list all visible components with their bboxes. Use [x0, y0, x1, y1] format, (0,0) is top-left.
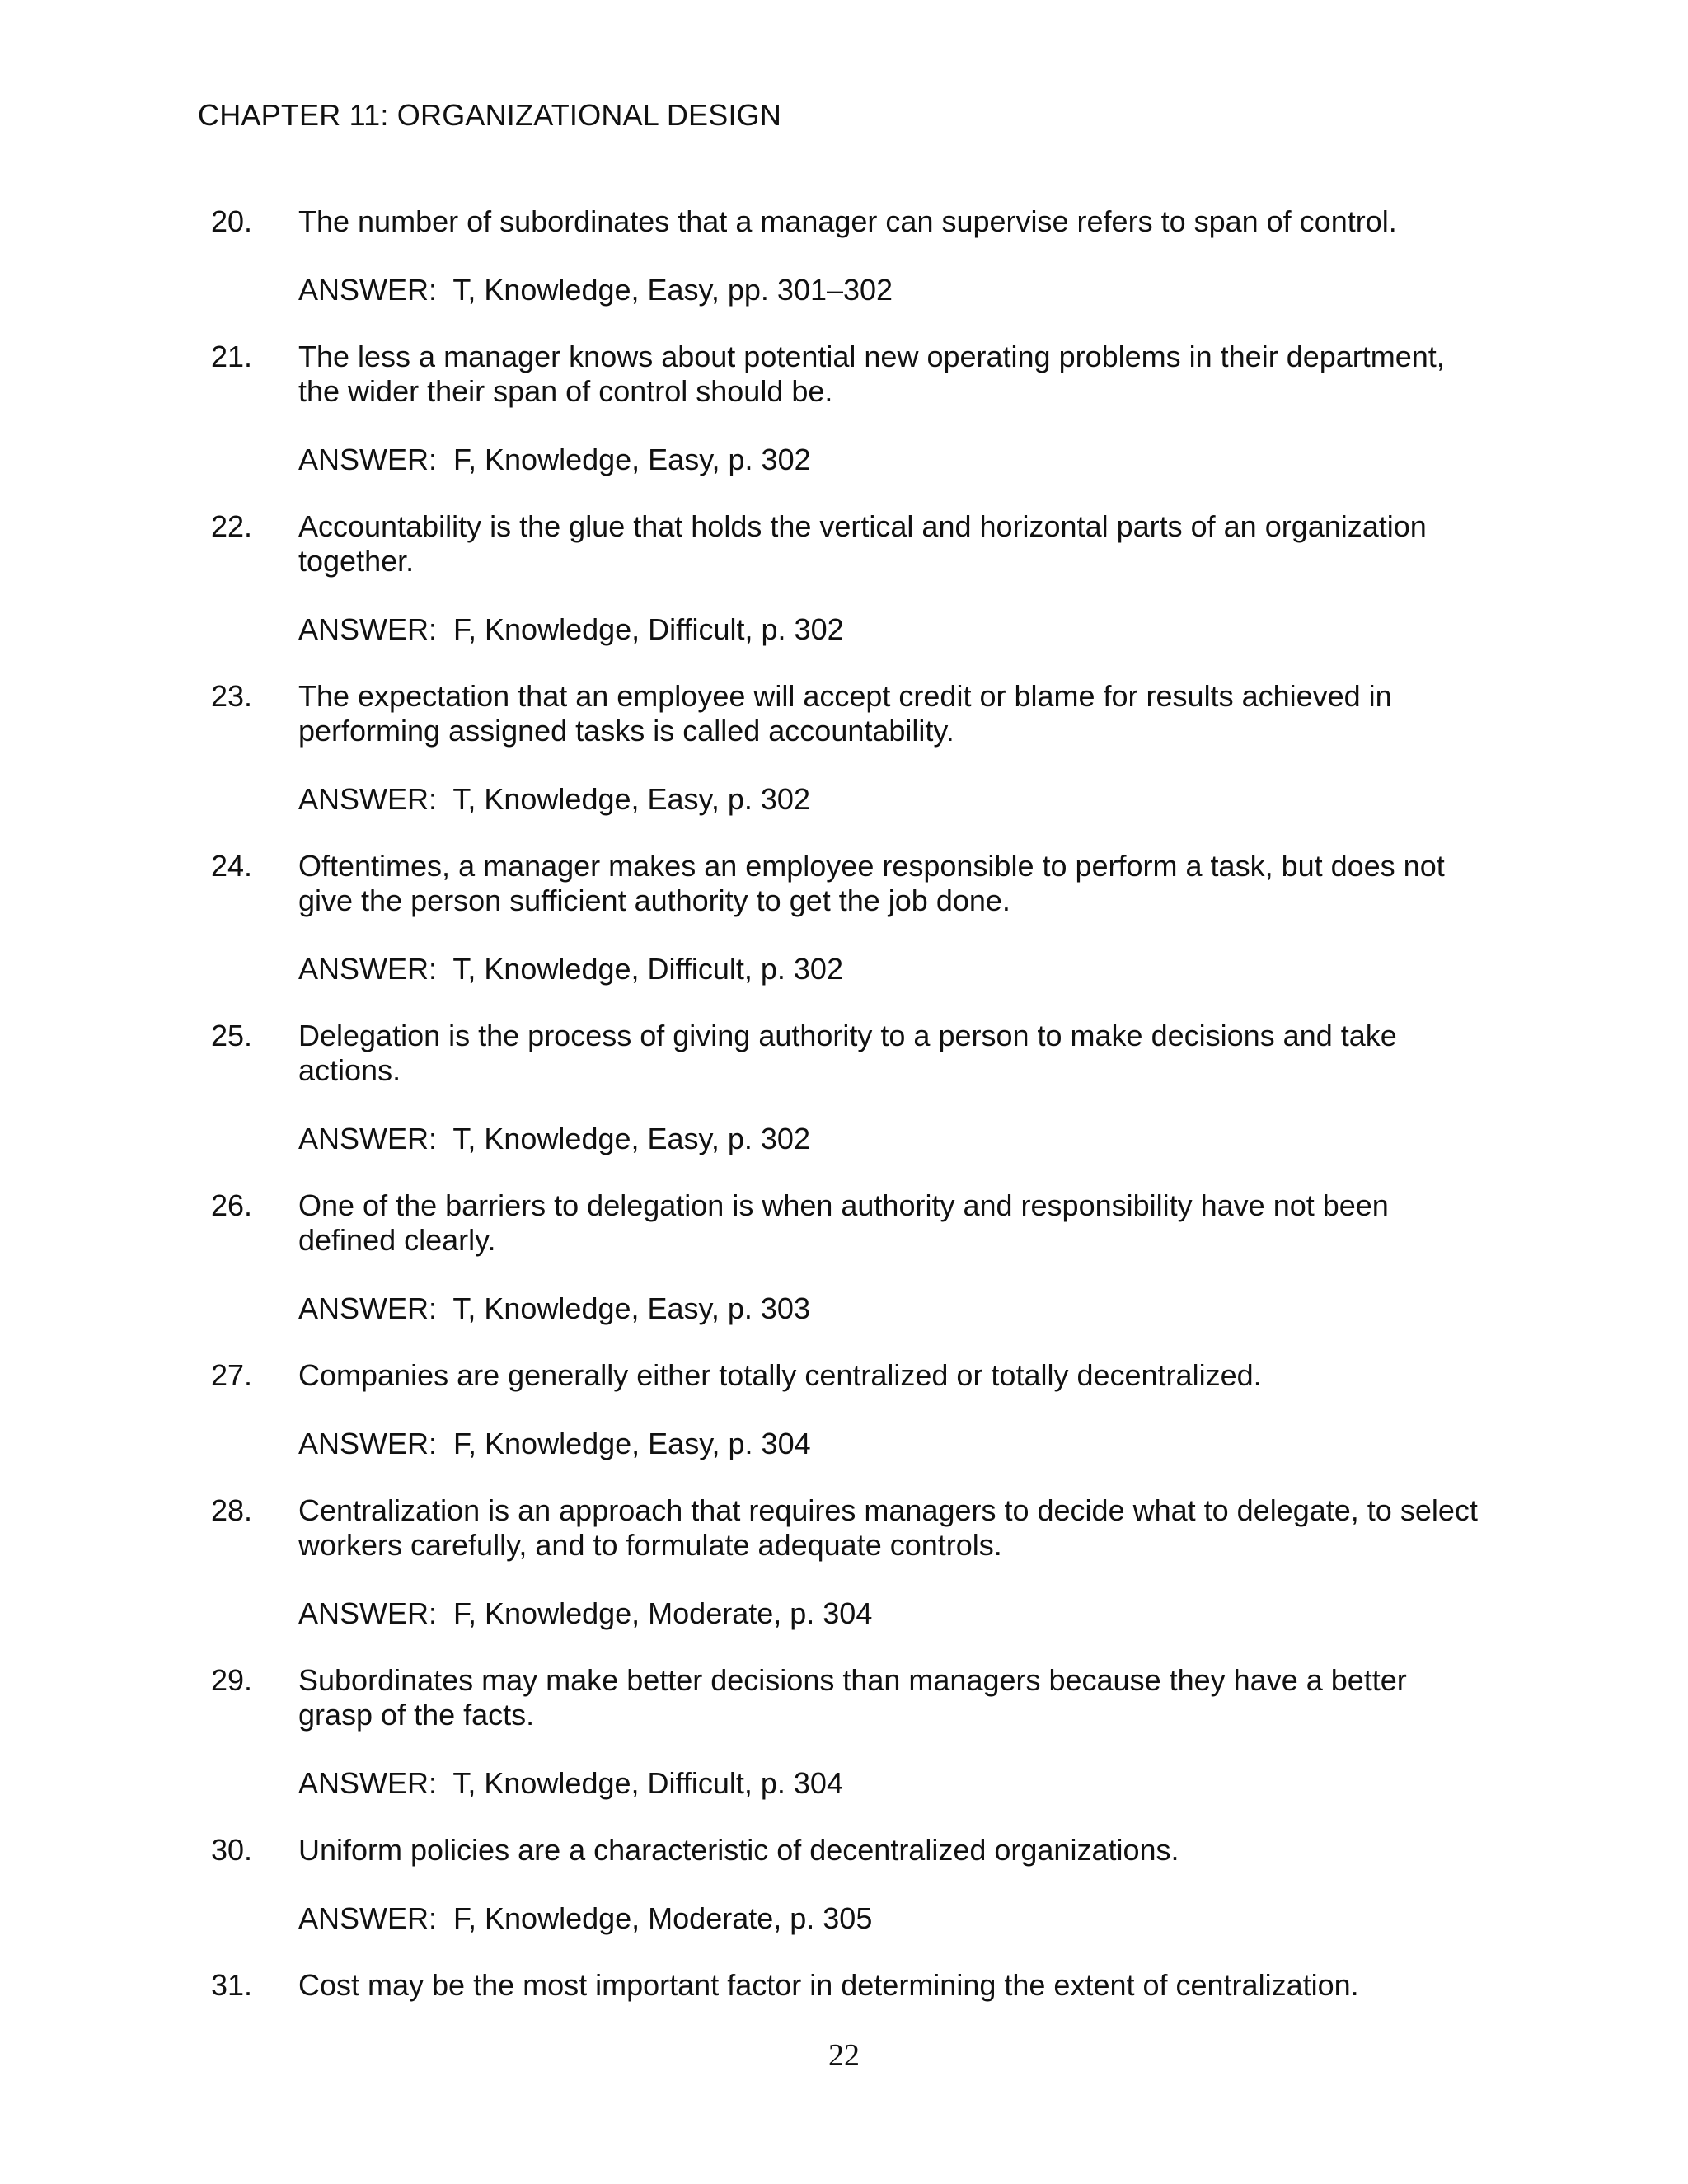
question-item — [198, 1188, 1517, 1326]
answer-line: ANSWER: T, Knowledge, Difficult, p. 304 — [298, 1766, 843, 1800]
answer-line: ANSWER: T, Knowledge, Easy, p. 302 — [298, 1122, 810, 1155]
chapter-title: CHAPTER 11: ORGANIZATIONAL DESIGN — [198, 98, 782, 132]
question-number: 29. — [211, 1663, 253, 1697]
question-number: 27. — [211, 1358, 253, 1392]
answer-line: ANSWER: T, Knowledge, Easy, p. 303 — [298, 1291, 810, 1325]
question-list — [198, 204, 1517, 2035]
question-text: Centralization is an approach that requires managers to decide what to delegate, to select workers carefully, and to formulate adequate controls. — [298, 1493, 1478, 1562]
question-text: Uniform policies are a characteristic of decentralized organizations. — [298, 1833, 1179, 1867]
question-number: 26. — [211, 1188, 253, 1222]
question-text: Delegation is the process of giving authority to a person to make decisions and take actions. — [298, 1019, 1397, 1087]
question-text: Accountability is the glue that holds the vertical and horizontal parts of an organization together. — [298, 509, 1427, 578]
question-text: Oftentimes, a manager makes an employee responsible to perform a task, but does not give the person sufficient authority to get the job done. — [298, 849, 1445, 917]
question-item — [198, 1019, 1517, 1156]
page-number: 22 — [828, 2038, 860, 2073]
question-item — [198, 849, 1517, 987]
question-item — [198, 1833, 1517, 1936]
answer-line: ANSWER: T, Knowledge, Difficult, p. 302 — [298, 952, 843, 986]
question-item — [198, 1968, 1517, 2003]
question-number: 25. — [211, 1019, 253, 1052]
question-text: The less a manager knows about potential new operating problems in their department, the wider their span of control should be. — [298, 340, 1445, 408]
question-item — [198, 1663, 1517, 1801]
answer-line: ANSWER: T, Knowledge, Easy, p. 302 — [298, 782, 810, 816]
question-text: Subordinates may make better decisions than managers because they have a better grasp of the facts. — [298, 1663, 1407, 1732]
question-number: 20. — [211, 204, 253, 238]
question-item — [198, 204, 1517, 307]
answer-line: ANSWER: F, Knowledge, Moderate, p. 305 — [298, 1901, 873, 1935]
question-text: One of the barriers to delegation is when authority and responsibility have not been defined clearly. — [298, 1188, 1389, 1257]
question-number: 31. — [211, 1968, 253, 2002]
answer-line: ANSWER: F, Knowledge, Difficult, p. 302 — [298, 612, 844, 646]
question-text: Companies are generally either totally centralized or totally decentralized. — [298, 1358, 1262, 1392]
question-text: Cost may be the most important factor in determining the extent of centralization. — [298, 1968, 1359, 2002]
answer-line: ANSWER: T, Knowledge, Easy, pp. 301–302 — [298, 273, 893, 307]
question-number: 28. — [211, 1493, 253, 1527]
question-number: 21. — [211, 340, 253, 373]
question-item — [198, 1493, 1517, 1631]
question-number: 22. — [211, 509, 253, 543]
question-number: 30. — [211, 1833, 253, 1867]
question-item — [198, 679, 1517, 817]
question-item — [198, 509, 1517, 647]
question-number: 23. — [211, 679, 253, 713]
answer-line: ANSWER: F, Knowledge, Easy, p. 304 — [298, 1427, 811, 1460]
question-number: 24. — [211, 849, 253, 883]
question-text: The number of subordinates that a manager can supervise refers to span of control. — [298, 204, 1397, 238]
answer-line: ANSWER: F, Knowledge, Moderate, p. 304 — [298, 1596, 873, 1630]
question-text: The expectation that an employee will accept credit or blame for results achieved in performing assigned tasks is called accountability. — [298, 679, 1392, 748]
question-item — [198, 340, 1517, 477]
answer-line: ANSWER: F, Knowledge, Easy, p. 302 — [298, 443, 811, 476]
question-item — [198, 1358, 1517, 1461]
